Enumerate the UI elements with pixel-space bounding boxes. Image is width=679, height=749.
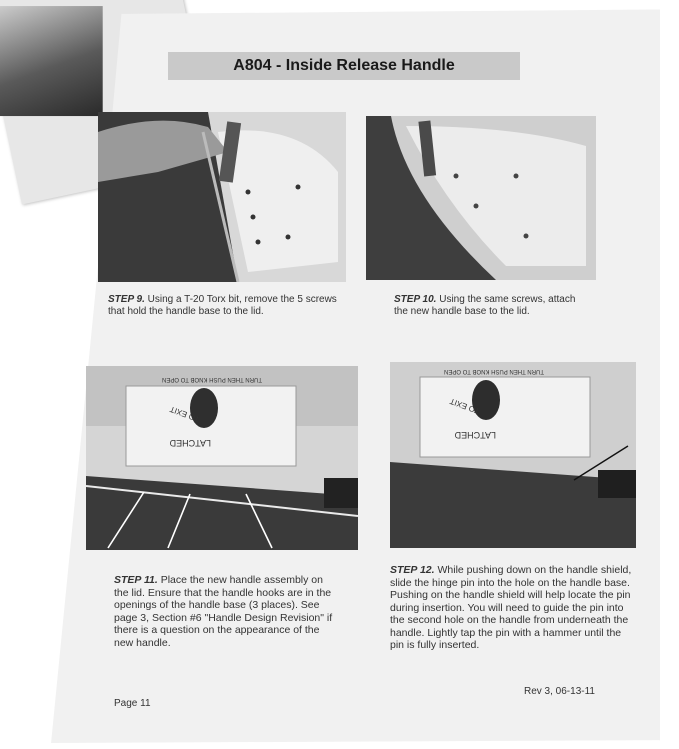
step-11-photo: [86, 366, 358, 550]
step-12-text: While pushing down on the handle shield, slide the hinge pin into the hole on the handle base. Pushing on the handle shield will help locate the pin during insertion. You will need to guide the pin into the second hole on the handle from underneath the handle. Lightly tap the pin with a hammer until the pin is fully inserted.: [390, 564, 632, 651]
step-10-photo: [366, 116, 596, 280]
step-12-latched-label: LATCHED: [454, 430, 496, 440]
step-9-caption: [108, 294, 344, 318]
step-12-photo: [390, 362, 636, 548]
step-12-to-exit-label: TO EXIT: [448, 396, 481, 416]
step-12-arc-text: TURN THEN PUSH KNOB TO OPEN: [443, 368, 544, 374]
step-11-caption: [114, 574, 340, 649]
page-number: Page 11: [114, 698, 151, 709]
step-12-caption: [390, 564, 634, 652]
background-sheet-photo: [0, 6, 103, 116]
step-11-latched-label: LATCHED: [169, 438, 211, 448]
revision-label: Rev 3, 06-13-11: [524, 686, 595, 697]
step-12-label: STEP 12.: [390, 564, 435, 576]
step-10-label: STEP 10.: [394, 294, 437, 305]
step-11-label: STEP 11.: [114, 574, 158, 586]
step-10-caption: [394, 294, 592, 318]
step-11-arc-text: TURN THEN PUSH KNOB TO OPEN: [161, 376, 262, 382]
step-9-text: Using a T-20 Torx bit, remove the 5 screws that hold the handle base to the lid.: [108, 294, 337, 317]
step-9-photo: [98, 112, 346, 282]
step-11-to-exit-label: TO EXIT: [168, 404, 201, 424]
step-11-text: Place the new handle assembly on the lid. Ensure that the handle hooks are in the openings of the handle base (3 places). See page 3, Section #6 "Handle Design Revision" if there is a question on the appearance of the new handle.: [114, 574, 333, 649]
step-9-label: STEP 9.: [108, 294, 145, 305]
page-title: A804 - Inside Release Handle: [168, 52, 520, 80]
step-10-text: Using the same screws, attach the new handle base to the lid.: [394, 294, 576, 317]
